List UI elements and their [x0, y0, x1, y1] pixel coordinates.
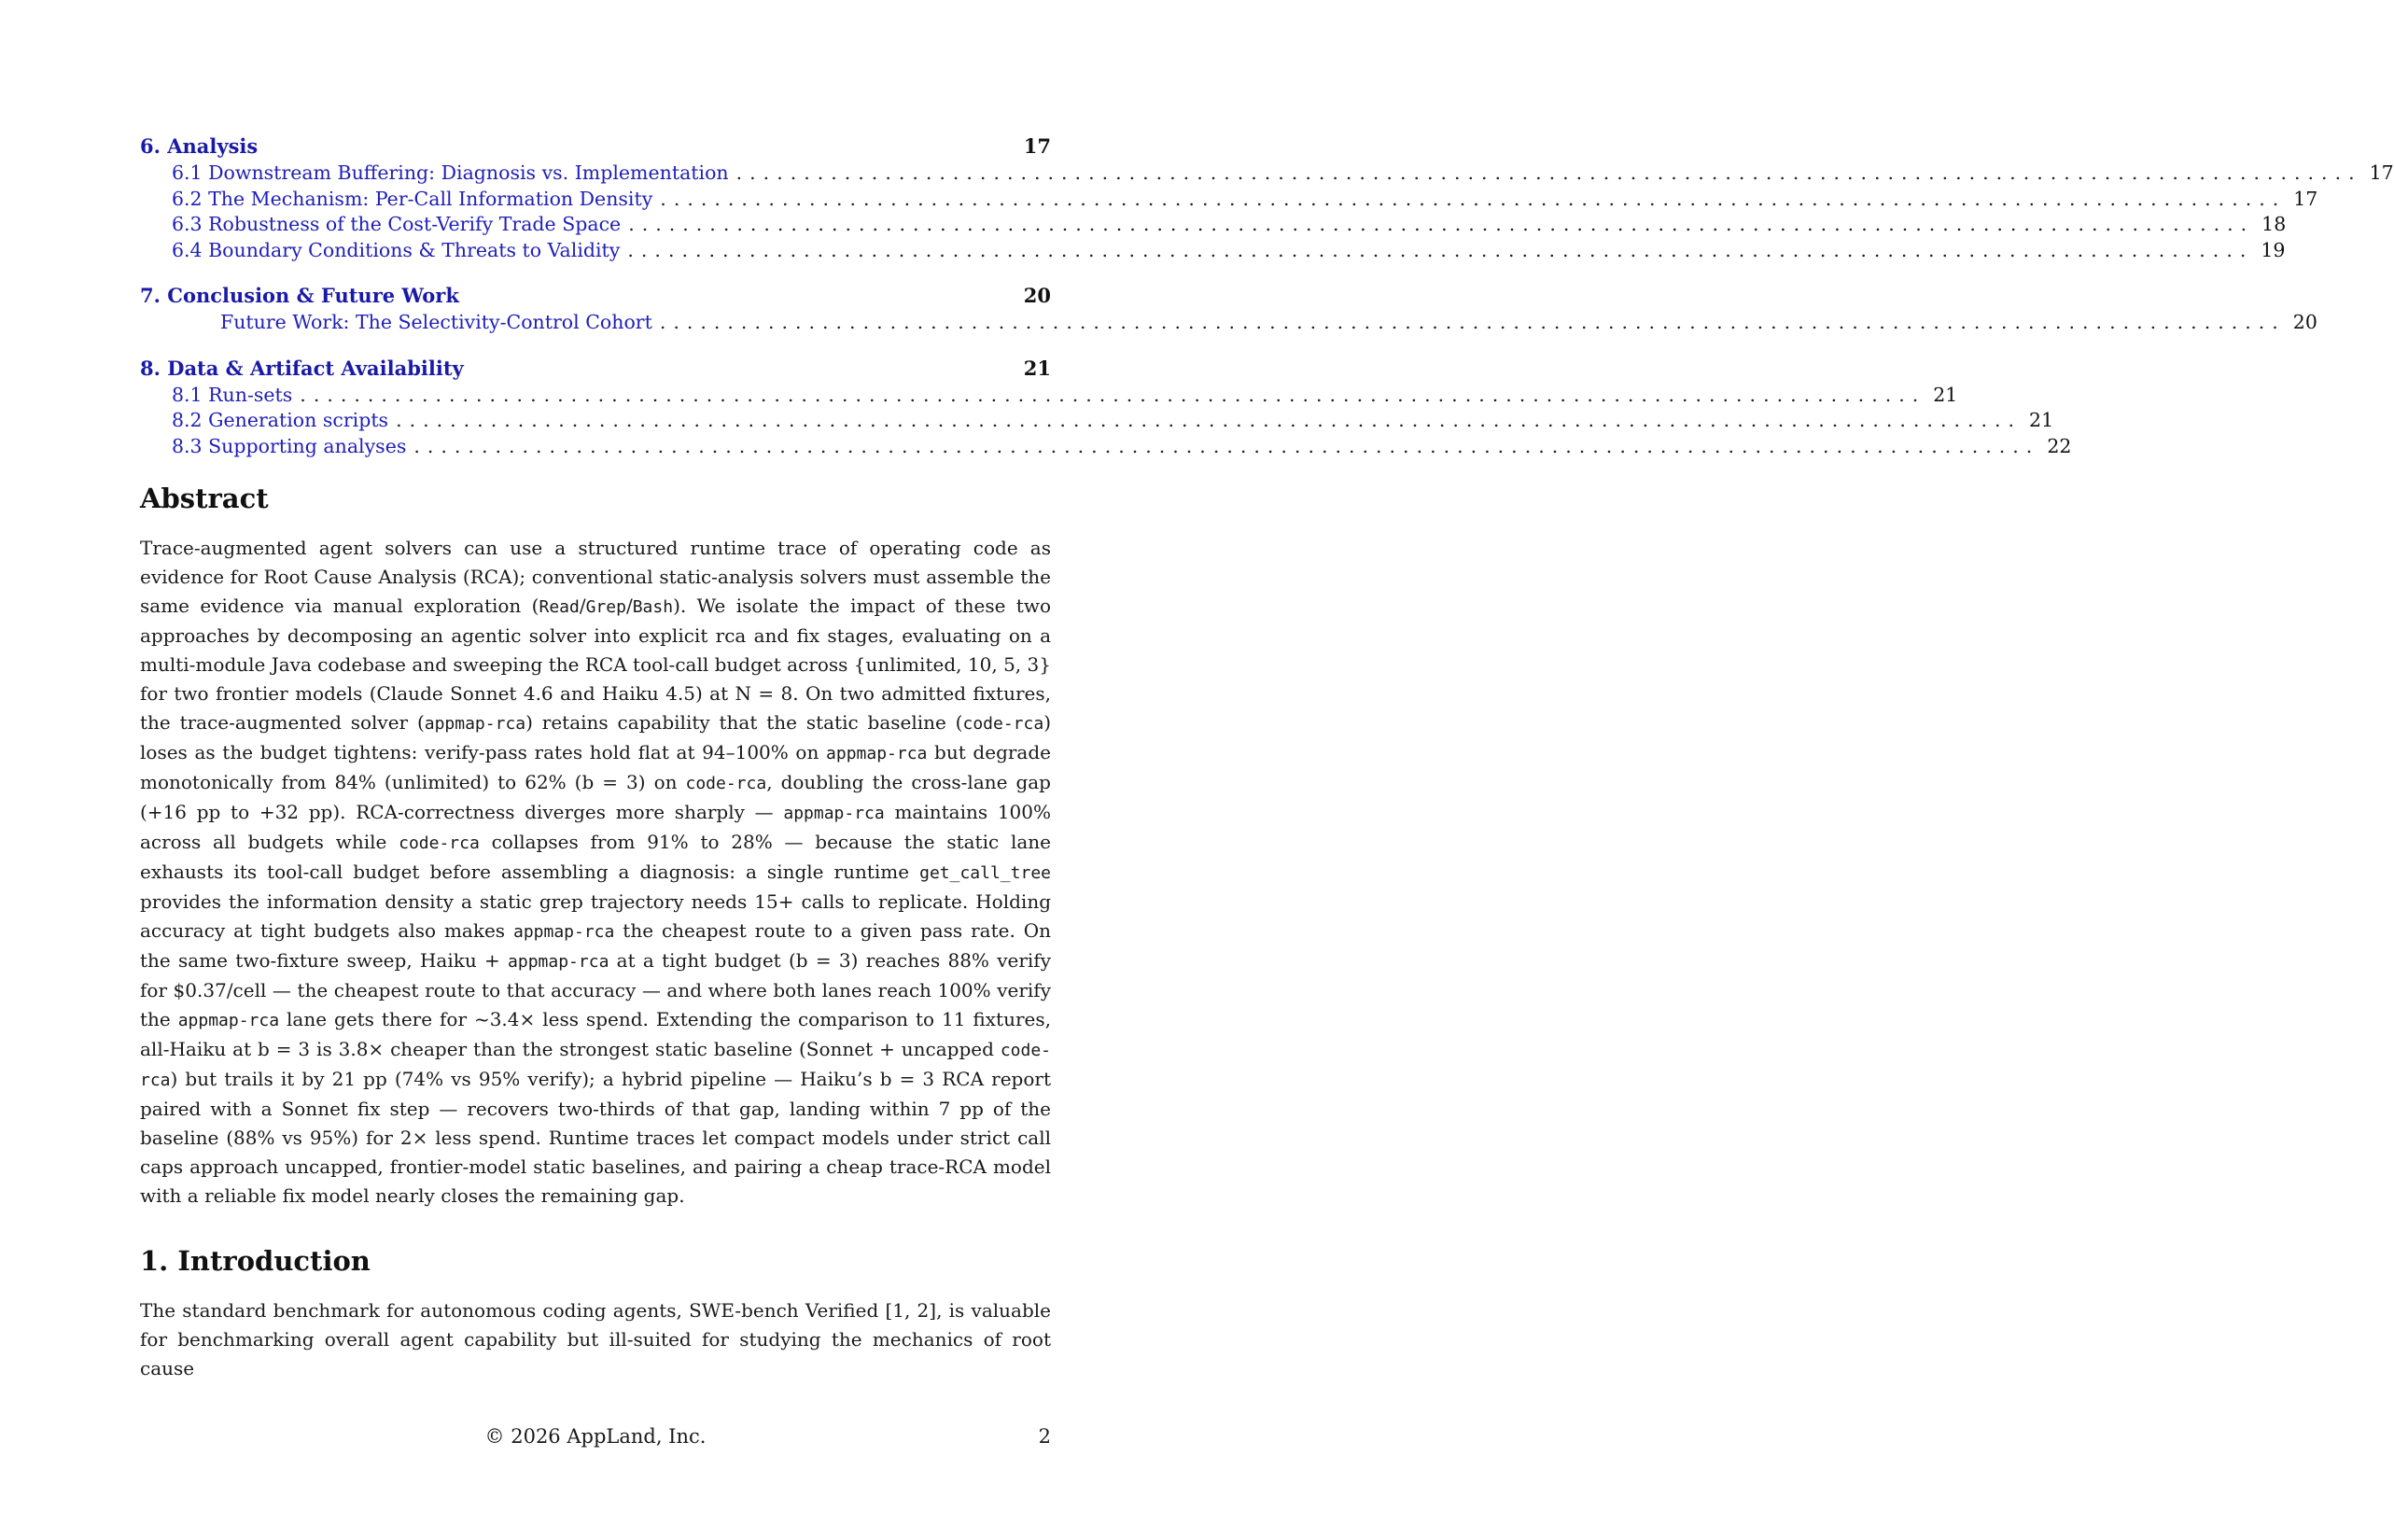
- toc-section-heading[interactable]: [140, 282, 1051, 310]
- page-content: [140, 133, 2394, 1383]
- toc-entry-page: 17: [2293, 187, 2318, 210]
- toc-entry-page: 22: [2047, 434, 2072, 457]
- abstract-text: lane gets there for ~3.4× less spend. Extending the comparison to 11 fixtures, all-Haiku at b = 3 is 3.8× cheaper than the strongest static baseline (Sonnet + uncapped: [140, 1008, 1051, 1060]
- inline-code: code-rca: [140, 1041, 1051, 1090]
- toc-entry-page: 21: [1933, 383, 1958, 406]
- page-footer: [140, 1422, 1051, 1450]
- toc-entry-page: 20: [2292, 311, 2317, 333]
- toc-leader-dots: ........................................................................................................................: [413, 434, 2040, 457]
- abstract-text: but degrade monotonically from 84% (unlimited) to 62% (b = 3) on: [140, 741, 1051, 793]
- inline-code: Bash: [632, 597, 674, 617]
- toc-section-heading[interactable]: [140, 133, 1051, 161]
- toc-section-page: 17: [1023, 134, 1051, 158]
- introduction-heading: 1. Introduction: [140, 1245, 371, 1277]
- abstract-text: at a tight budget (b = 3) reaches 88% verify for $0.37/cell — the cheapest route to that accuracy — and where both lanes reach 100% verify the: [140, 949, 1051, 1030]
- toc-section-title[interactable]: 7. Conclusion & Future Work: [140, 284, 459, 307]
- abstract-text: ) loses as the budget tightens: verify-pass rates hold flat at 94–100% on: [140, 711, 1052, 763]
- copyright-notice: © 2026 AppLand, Inc.: [484, 1425, 707, 1448]
- inline-code: Read: [539, 597, 580, 617]
- abstract-text: collapses from 91% to 28% — because the static lane exhausts its tool-call budget before assembling a diagnosis: a single runtime: [140, 831, 1051, 883]
- abstract-paragraph: [140, 534, 1051, 1211]
- toc-entry[interactable]: [140, 212, 2287, 238]
- inline-code: appmap-rca: [177, 1011, 280, 1030]
- toc-leader-dots: ........................................................................................................................: [659, 311, 2286, 333]
- abstract-text: ) but trails it by 21 pp (74% vs 95% verify); a hybrid pipeline — Haiku’s b = 3 RCA report paired with a Sonnet fix step — recovers two-thirds of that gap, landing within 7 pp of the baseline (88% vs 95%) for 2× less spend. Runtime traces let compact models under strict call caps approach uncapped, frontier-model static baselines, and pairing a cheap trace-RCA model with a reliable fix model nearly closes the remaining gap.: [140, 1068, 1051, 1207]
- inline-code: code-rca: [685, 774, 767, 793]
- abstract-text: ). We isolate the impact of these two approaches by decomposing an agentic solver into explicit rca and fix stages, evaluating on a multi-module Java codebase and sweeping the RCA tool-call budget across {unlimited, 10, 5, 3} for two frontier models (Claude Sonnet 4.6 and Haiku 4.5) at N = 8. On two admitted fixtures, the trace-augmented solver (: [140, 595, 1051, 734]
- abstract-text: /: [579, 595, 586, 617]
- page-number: 2: [1038, 1425, 1051, 1448]
- toc-entry-link[interactable]: 8.2 Generation scripts: [172, 409, 389, 431]
- toc-section-page: 21: [1023, 356, 1051, 380]
- inline-code: appmap-rca: [826, 744, 928, 763]
- toc-entry-page: 21: [2029, 409, 2054, 431]
- toc-section: [140, 282, 2317, 336]
- toc-entry[interactable]: [140, 408, 2054, 434]
- toc-entry-link[interactable]: 8.1 Run-sets: [172, 383, 293, 406]
- toc-section: [140, 355, 2072, 460]
- toc-entry[interactable]: [140, 310, 2317, 336]
- toc-entry-link[interactable]: Future Work: The Selectivity-Control Cohort: [220, 311, 652, 333]
- toc-entry[interactable]: [140, 161, 2394, 187]
- toc-leader-dots: ........................................................................................................................: [628, 213, 2255, 235]
- toc-leader-dots: ........................................................................................................................: [660, 187, 2287, 210]
- toc-entry[interactable]: [140, 434, 2072, 460]
- toc-entry-link[interactable]: 6.1 Downstream Buffering: Diagnosis vs. Implementation: [172, 161, 729, 184]
- inline-code: appmap-rca: [512, 922, 615, 942]
- inline-code: appmap-rca: [424, 714, 526, 734]
- inline-code: get_call_tree: [919, 863, 1051, 883]
- toc-section-heading[interactable]: [140, 355, 1051, 383]
- toc-section: [140, 133, 2394, 263]
- abstract-text: ) retains capability that the static baseline (: [525, 711, 963, 734]
- toc-entry-page: 19: [2261, 238, 2286, 261]
- toc-entry[interactable]: [140, 383, 1958, 409]
- toc-leader-dots: ........................................................................................................................: [396, 409, 2023, 431]
- toc-entry-page: 18: [2261, 213, 2287, 235]
- abstract-text: Trace-augmented agent solvers can use a structured runtime trace of operating code as evidence for Root Cause Analysis (RCA); conventional static-analysis solvers must assemble the same evidence via manual exploration (: [140, 537, 1051, 617]
- toc-section-title[interactable]: 8. Data & Artifact Availability: [140, 356, 464, 380]
- toc-leader-dots: ........................................................................................................................: [735, 161, 2362, 184]
- abstract-text: maintains 100% across all budgets while: [140, 801, 1052, 853]
- toc-section-title[interactable]: 6. Analysis: [140, 134, 259, 158]
- abstract-heading: Abstract: [140, 483, 269, 514]
- toc-entry-page: 17: [2369, 161, 2394, 184]
- toc-section-page: 20: [1023, 284, 1051, 307]
- inline-code: appmap-rca: [783, 804, 885, 823]
- abstract-text: , doubling the cross-lane gap (+16 pp to +32 pp). RCA-correctness diverges more sharply —: [140, 771, 1051, 823]
- toc-leader-dots: ........................................................................................................................: [627, 238, 2254, 261]
- introduction-paragraph: The standard benchmark for autonomous coding agents, SWE-bench Verified [1, 2], is valuable for benchmarking overall agent capability but ill-suited for studying the mechanics of root cause: [140, 1299, 1051, 1379]
- inline-code: Grep: [585, 597, 626, 617]
- table-of-contents: [140, 133, 2394, 459]
- toc-entry[interactable]: [140, 238, 2286, 264]
- toc-entry-link[interactable]: 6.3 Robustness of the Cost-Verify Trade Space: [172, 213, 622, 235]
- abstract-text: the cheapest route to a given pass rate. On the same two-fixture sweep, Haiku +: [140, 919, 1051, 972]
- toc-leader-dots: ........................................................................................................................: [300, 383, 1926, 406]
- abstract-text: provides the information density a static grep trajectory needs 15+ calls to replicate. Holding accuracy at tight budgets also makes: [140, 890, 1051, 942]
- toc-entry-link[interactable]: 8.3 Supporting analyses: [172, 434, 407, 457]
- abstract-text: /: [625, 595, 633, 617]
- inline-code: appmap-rca: [508, 952, 609, 972]
- toc-entry[interactable]: [140, 187, 2318, 213]
- toc-entry-link[interactable]: 6.4 Boundary Conditions & Threats to Validity: [172, 238, 621, 261]
- toc-entry-link[interactable]: 6.2 The Mechanism: Per-Call Information Density: [172, 187, 653, 210]
- inline-code: code-rca: [399, 833, 480, 853]
- inline-code: code-rca: [962, 714, 1044, 734]
